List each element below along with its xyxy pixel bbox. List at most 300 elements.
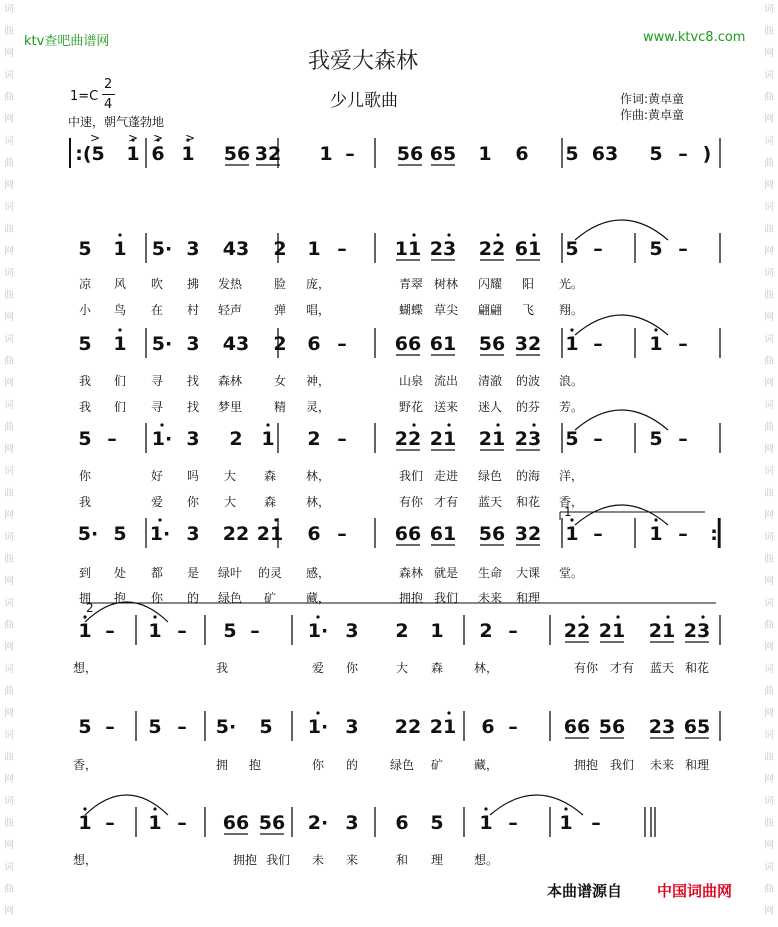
lyric-word: 我们 bbox=[433, 591, 459, 605]
lyric-word: 和花 bbox=[684, 661, 710, 675]
high-octave-dot bbox=[447, 423, 450, 426]
note: 1 bbox=[649, 333, 663, 355]
lyric-word: 想， bbox=[72, 853, 98, 867]
lyric-word: 在 bbox=[150, 303, 164, 317]
watermark-char: 曲 bbox=[764, 290, 774, 301]
watermark-char: 词 bbox=[764, 598, 774, 609]
lyric-word: 到 bbox=[78, 566, 92, 580]
watermark-char: 词 bbox=[4, 796, 14, 807]
watermark-char: 曲 bbox=[764, 884, 774, 895]
note: – bbox=[337, 428, 347, 450]
note: – bbox=[105, 620, 115, 642]
watermark-char: 网 bbox=[4, 246, 14, 257]
watermark-char: 网 bbox=[764, 246, 774, 257]
note: 5 bbox=[223, 620, 237, 642]
note: – bbox=[678, 143, 688, 165]
lyric-word: 森 bbox=[263, 495, 277, 509]
high-octave-dot bbox=[83, 807, 86, 810]
watermark-char: 曲 bbox=[764, 686, 774, 697]
note: 66 bbox=[563, 716, 591, 738]
watermark-char: 网 bbox=[764, 906, 774, 917]
lyric-word: 和 bbox=[395, 853, 409, 867]
note: – bbox=[591, 812, 601, 834]
lyric-word: 未 bbox=[311, 853, 325, 867]
watermark-char: 词 bbox=[4, 532, 14, 543]
watermark-char: 网 bbox=[764, 48, 774, 59]
lyric-word: 鸟 bbox=[113, 303, 127, 317]
watermark-char: 词 bbox=[4, 136, 14, 147]
watermark-char: 曲 bbox=[4, 818, 14, 829]
watermark-char: 曲 bbox=[764, 422, 774, 433]
note: 1 bbox=[78, 620, 92, 642]
note: – bbox=[337, 238, 347, 260]
watermark-char: 网 bbox=[764, 180, 774, 191]
lyric-word: 大 bbox=[223, 469, 237, 483]
note: 61 bbox=[429, 523, 457, 545]
lyric-word: 翔。 bbox=[558, 303, 584, 317]
lyric-word: 你 bbox=[78, 469, 92, 483]
note: – bbox=[593, 523, 603, 545]
watermark-char: 曲 bbox=[4, 26, 14, 37]
note: 56 bbox=[223, 143, 251, 165]
watermark-char: 曲 bbox=[764, 620, 774, 631]
note: – bbox=[345, 143, 355, 165]
lyric-word: 的海 bbox=[515, 469, 541, 483]
lyric-word: 拂 bbox=[186, 277, 200, 291]
note: – bbox=[678, 523, 688, 545]
composer-credit: 作曲:黄卓童 bbox=[620, 108, 685, 122]
note: 1 bbox=[148, 620, 162, 642]
high-octave-dot bbox=[316, 615, 319, 618]
note: 1 bbox=[113, 238, 127, 260]
note: 61 bbox=[429, 333, 457, 355]
lyric-word: 绿叶 bbox=[217, 566, 243, 580]
high-octave-dot bbox=[153, 807, 156, 810]
lyric-word: 拥抱 bbox=[232, 853, 258, 867]
note: 56 bbox=[258, 812, 286, 834]
lyric-word: 找 bbox=[186, 400, 200, 414]
lyric-word: 草尖 bbox=[433, 303, 459, 317]
note: 21 bbox=[648, 620, 676, 642]
accent-mark: > bbox=[152, 131, 164, 145]
lyric-word: 脸 bbox=[273, 277, 287, 291]
lyric-word: 理 bbox=[430, 853, 444, 867]
watermark-char: 网 bbox=[4, 510, 14, 521]
slur-arc bbox=[575, 315, 668, 335]
lyric-word: 矿 bbox=[430, 758, 444, 772]
watermark-char: 曲 bbox=[764, 752, 774, 763]
watermark-char: 网 bbox=[4, 378, 14, 389]
note: 66 bbox=[222, 812, 250, 834]
watermark-char: 词 bbox=[4, 664, 14, 675]
watermark-char: 曲 bbox=[4, 752, 14, 763]
note: 3 bbox=[345, 716, 359, 738]
note: 3 bbox=[186, 523, 200, 545]
note: 63 bbox=[591, 143, 619, 165]
watermark-char: 网 bbox=[764, 576, 774, 587]
lyric-word: 翩翩 bbox=[477, 303, 503, 317]
watermark-char: 网 bbox=[764, 444, 774, 455]
note: 32 bbox=[254, 143, 282, 165]
lyric-word: 和花 bbox=[515, 495, 541, 509]
footer-source-site[interactable]: 中国词曲网 bbox=[657, 882, 733, 900]
note: 1 bbox=[113, 333, 127, 355]
high-octave-dot bbox=[83, 615, 86, 618]
note: 5· bbox=[215, 716, 237, 738]
watermark-char: 词 bbox=[4, 466, 14, 477]
note: 5· bbox=[151, 238, 173, 260]
note: 22 bbox=[394, 716, 422, 738]
watermark-char: 曲 bbox=[764, 818, 774, 829]
lyric-word: 未来 bbox=[649, 758, 675, 772]
note: 11 bbox=[394, 238, 422, 260]
lyric-word: 们 bbox=[113, 400, 127, 414]
note: 5· bbox=[151, 333, 173, 355]
lyric-word: 吗 bbox=[186, 469, 200, 483]
note: – bbox=[105, 716, 115, 738]
note: 21 bbox=[256, 523, 284, 545]
high-octave-dot bbox=[616, 615, 619, 618]
lyric-word: 香， bbox=[72, 758, 98, 772]
lyric-word: 迷人 bbox=[477, 400, 503, 414]
lyric-word: 凉 bbox=[78, 277, 92, 291]
lyric-word: 你 bbox=[311, 758, 325, 772]
lyric-word: 青翠 bbox=[398, 277, 424, 291]
lyric-word: 抱 bbox=[248, 758, 262, 772]
note: 1 bbox=[565, 523, 579, 545]
note: 65 bbox=[429, 143, 457, 165]
lyric-word: 香， bbox=[558, 495, 584, 509]
lyric-word: 的波 bbox=[515, 374, 541, 388]
watermark-char: 词 bbox=[764, 862, 774, 873]
note: – bbox=[678, 238, 688, 260]
watermark-char: 曲 bbox=[4, 554, 14, 565]
watermark-char: 曲 bbox=[764, 26, 774, 37]
note: 3 bbox=[186, 333, 200, 355]
note: – bbox=[337, 523, 347, 545]
watermark-char: 曲 bbox=[764, 356, 774, 367]
lyric-word: 飞 bbox=[521, 303, 535, 317]
lyric-word: 小 bbox=[78, 303, 92, 317]
note: 5 bbox=[430, 812, 444, 834]
note: 2· bbox=[307, 812, 329, 834]
note: 1 bbox=[430, 620, 444, 642]
watermark-char: 词 bbox=[4, 202, 14, 213]
note: – bbox=[678, 428, 688, 450]
note: 32 bbox=[514, 333, 542, 355]
watermark-char: 词 bbox=[4, 4, 14, 15]
lyric-word: 我们 bbox=[398, 469, 424, 483]
lyric-word: 和理 bbox=[684, 758, 710, 772]
note: 56 bbox=[396, 143, 424, 165]
lyric-word: 你 bbox=[150, 591, 164, 605]
watermark-char: 曲 bbox=[4, 884, 14, 895]
site-link-right[interactable]: www.ktvc8.com bbox=[643, 30, 746, 45]
note: – bbox=[107, 428, 117, 450]
lyric-word: 矿 bbox=[263, 591, 277, 605]
lyric-word: 神， bbox=[305, 374, 331, 388]
watermark-char: 词 bbox=[4, 268, 14, 279]
lyric-word: 梦里 bbox=[217, 400, 243, 414]
lyric-word: 拥 bbox=[215, 758, 229, 772]
note: – bbox=[593, 333, 603, 355]
note: 66 bbox=[394, 333, 422, 355]
note: – bbox=[508, 812, 518, 834]
lyric-word: 洋， bbox=[558, 469, 584, 483]
lyric-word: 才有 bbox=[433, 495, 459, 509]
note: 1 bbox=[479, 812, 493, 834]
note: 3 bbox=[345, 812, 359, 834]
watermark-char: 网 bbox=[4, 180, 14, 191]
lyric-word: 有你 bbox=[573, 661, 599, 675]
note: 5 bbox=[565, 238, 579, 260]
watermark-char: 词 bbox=[4, 598, 14, 609]
note: 61 bbox=[514, 238, 542, 260]
note: 3 bbox=[186, 428, 200, 450]
high-octave-dot bbox=[274, 518, 277, 521]
lyric-word: 林， bbox=[473, 661, 499, 675]
slur-arc bbox=[85, 602, 168, 622]
lyric-word: 风 bbox=[113, 277, 127, 291]
note: 1 bbox=[307, 238, 321, 260]
note: 1· bbox=[149, 523, 171, 545]
lyric-word: 我 bbox=[215, 661, 229, 675]
lyric-word: 我们 bbox=[609, 758, 635, 772]
note: 1 bbox=[559, 812, 573, 834]
watermark-char: 曲 bbox=[4, 224, 14, 235]
lyric-word: 想。 bbox=[473, 853, 499, 867]
watermark-char: 曲 bbox=[764, 488, 774, 499]
watermark-char: 词 bbox=[4, 70, 14, 81]
lyric-word: 蓝天 bbox=[477, 495, 503, 509]
note: 2 bbox=[395, 620, 409, 642]
note: 2 bbox=[307, 428, 321, 450]
note: 2 bbox=[479, 620, 493, 642]
lyric-word: 芳。 bbox=[558, 400, 584, 414]
lyric-word: 就是 bbox=[433, 566, 459, 580]
lyric-word: 精 bbox=[273, 400, 287, 414]
high-octave-dot bbox=[564, 807, 567, 810]
time-signature-bottom: 4 bbox=[104, 97, 113, 112]
watermark-char: 词 bbox=[4, 400, 14, 411]
lyric-word: 我们 bbox=[265, 853, 291, 867]
lyric-word: 的 bbox=[186, 591, 200, 605]
high-octave-dot bbox=[581, 615, 584, 618]
watermark-char: 词 bbox=[4, 334, 14, 345]
watermark-char: 曲 bbox=[764, 92, 774, 103]
note: 1· bbox=[151, 428, 173, 450]
note: 1 bbox=[319, 143, 333, 165]
note: – bbox=[105, 812, 115, 834]
high-octave-dot bbox=[160, 423, 163, 426]
watermark-char: 词 bbox=[764, 796, 774, 807]
note: 21 bbox=[429, 716, 457, 738]
note: 1 bbox=[649, 523, 663, 545]
note: – bbox=[337, 333, 347, 355]
note: 23 bbox=[514, 428, 542, 450]
note: 1 bbox=[478, 143, 492, 165]
lyric-word: 林， bbox=[305, 495, 331, 509]
lyric-word: 你 bbox=[345, 661, 359, 675]
high-octave-dot bbox=[532, 233, 535, 236]
note: 32 bbox=[514, 523, 542, 545]
lyric-word: 阳 bbox=[521, 277, 535, 291]
lyric-word: 灵， bbox=[305, 400, 331, 414]
note: 2 bbox=[273, 238, 287, 260]
note: – bbox=[177, 620, 187, 642]
lyric-word: 爱 bbox=[311, 661, 325, 675]
lyric-word: 生命 bbox=[477, 566, 503, 580]
note: 1 bbox=[565, 333, 579, 355]
lyric-word: 送来 bbox=[433, 400, 459, 414]
watermark-char: 网 bbox=[764, 114, 774, 125]
note: – bbox=[508, 716, 518, 738]
watermark-char: 网 bbox=[4, 444, 14, 455]
lyric-word: 的芬 bbox=[515, 400, 541, 414]
high-octave-dot bbox=[496, 423, 499, 426]
watermark-char: 网 bbox=[4, 114, 14, 125]
lyric-word: 爱 bbox=[150, 495, 164, 509]
watermark-char: 曲 bbox=[4, 620, 14, 631]
note: 22 bbox=[563, 620, 591, 642]
watermark-char: 词 bbox=[764, 202, 774, 213]
high-octave-dot bbox=[153, 615, 156, 618]
lyric-word: 森林 bbox=[217, 374, 243, 388]
note: 21 bbox=[598, 620, 626, 642]
watermark-char: 曲 bbox=[4, 686, 14, 697]
lyric-word: 来 bbox=[345, 853, 359, 867]
lyric-word: 想， bbox=[72, 661, 98, 675]
watermark-char: 网 bbox=[4, 48, 14, 59]
lyric-word: 藏， bbox=[305, 591, 331, 605]
key-signature: 1=C bbox=[70, 89, 99, 104]
lyric-word: 是 bbox=[186, 566, 200, 580]
note: – bbox=[593, 428, 603, 450]
watermark-char: 曲 bbox=[4, 422, 14, 433]
lyric-word: 藏， bbox=[473, 758, 499, 772]
song-subtitle: 少儿歌曲 bbox=[330, 91, 398, 111]
high-octave-dot bbox=[532, 423, 535, 426]
lyric-word: 未来 bbox=[477, 591, 503, 605]
lyric-word: 闪耀 bbox=[477, 277, 503, 291]
lyric-word: 野花 bbox=[398, 400, 424, 414]
watermark-char: 词 bbox=[764, 730, 774, 741]
lyric-word: 拥 bbox=[78, 591, 92, 605]
high-octave-dot bbox=[654, 328, 657, 331]
lyric-word: 大 bbox=[223, 495, 237, 509]
lyric-word: 清澈 bbox=[477, 374, 503, 388]
note: :(5 bbox=[75, 143, 105, 165]
note: : bbox=[710, 523, 718, 545]
song-title: 我爱大森林 bbox=[308, 49, 419, 74]
watermark-char: 曲 bbox=[764, 224, 774, 235]
lyric-word: 大 bbox=[395, 661, 409, 675]
note: – bbox=[177, 716, 187, 738]
watermark-char: 网 bbox=[4, 312, 14, 323]
high-octave-dot bbox=[654, 518, 657, 521]
lyric-word: 庞， bbox=[305, 277, 331, 291]
volta-number-1: 1 bbox=[564, 505, 572, 519]
high-octave-dot bbox=[118, 233, 121, 236]
lyric-word: 你 bbox=[186, 495, 200, 509]
watermark-char: 曲 bbox=[764, 554, 774, 565]
note: 23 bbox=[429, 238, 457, 260]
lyric-word: 吹 bbox=[150, 277, 164, 291]
note: 56 bbox=[478, 333, 506, 355]
note: 1 bbox=[261, 428, 275, 450]
lyric-word: 我 bbox=[78, 495, 92, 509]
accent-mark: > bbox=[89, 131, 101, 145]
note: 5 bbox=[78, 428, 92, 450]
lyric-word: 女 bbox=[273, 374, 287, 388]
slur-arc bbox=[575, 505, 668, 525]
watermark-char: 网 bbox=[764, 708, 774, 719]
lyric-word: 光。 bbox=[558, 277, 584, 291]
lyric-word: 都 bbox=[150, 566, 164, 580]
note: 5· bbox=[77, 523, 99, 545]
volta-number-2: 2 bbox=[86, 601, 94, 615]
lyric-word: 寻 bbox=[150, 374, 164, 388]
lyric-word: 寻 bbox=[150, 400, 164, 414]
note: 43 bbox=[222, 333, 250, 355]
note: 23 bbox=[683, 620, 711, 642]
lyric-word: 发热 bbox=[217, 277, 243, 291]
note: – bbox=[593, 238, 603, 260]
note: 6 bbox=[307, 333, 321, 355]
watermark-char: 词 bbox=[764, 4, 774, 15]
watermark-char: 网 bbox=[764, 840, 774, 851]
note: 5 bbox=[565, 143, 579, 165]
lyric-word: 山泉 bbox=[398, 374, 424, 388]
lyric-word: 抱 bbox=[113, 591, 127, 605]
high-octave-dot bbox=[570, 328, 573, 331]
lyric-word: 们 bbox=[113, 374, 127, 388]
watermark-char: 曲 bbox=[4, 158, 14, 169]
lyric-word: 的灵 bbox=[257, 566, 283, 580]
note: 5 bbox=[148, 716, 162, 738]
note: 5 bbox=[78, 716, 92, 738]
note: 2 bbox=[273, 333, 287, 355]
lyric-word: 村 bbox=[186, 303, 200, 317]
lyric-word: 我 bbox=[78, 374, 92, 388]
lyric-word: 有你 bbox=[398, 495, 424, 509]
watermark-char: 词 bbox=[764, 136, 774, 147]
high-octave-dot bbox=[447, 233, 450, 236]
watermark-char: 词 bbox=[764, 466, 774, 477]
note: 23 bbox=[648, 716, 676, 738]
site-link-left[interactable]: ktv查吧曲谱网 bbox=[24, 34, 110, 49]
tempo-marking: 中速，朝气蓬勃地 bbox=[68, 115, 165, 129]
note: 3 bbox=[345, 620, 359, 642]
high-octave-dot bbox=[118, 328, 121, 331]
slur-arc bbox=[575, 410, 668, 430]
note: 56 bbox=[478, 523, 506, 545]
watermark-char: 曲 bbox=[4, 488, 14, 499]
note: 6 bbox=[515, 143, 529, 165]
watermark-char: 网 bbox=[764, 510, 774, 521]
accent-mark: > bbox=[184, 131, 196, 145]
watermark-char: 词 bbox=[764, 664, 774, 675]
watermark-char: 网 bbox=[4, 642, 14, 653]
note: 1 bbox=[181, 143, 195, 165]
watermark-char: 网 bbox=[4, 906, 14, 917]
note: 1· bbox=[307, 620, 329, 642]
note: 22 bbox=[222, 523, 250, 545]
watermark-char: 网 bbox=[764, 642, 774, 653]
lyric-word: 林， bbox=[305, 469, 331, 483]
note: 5 bbox=[565, 428, 579, 450]
note: 5 bbox=[259, 716, 273, 738]
